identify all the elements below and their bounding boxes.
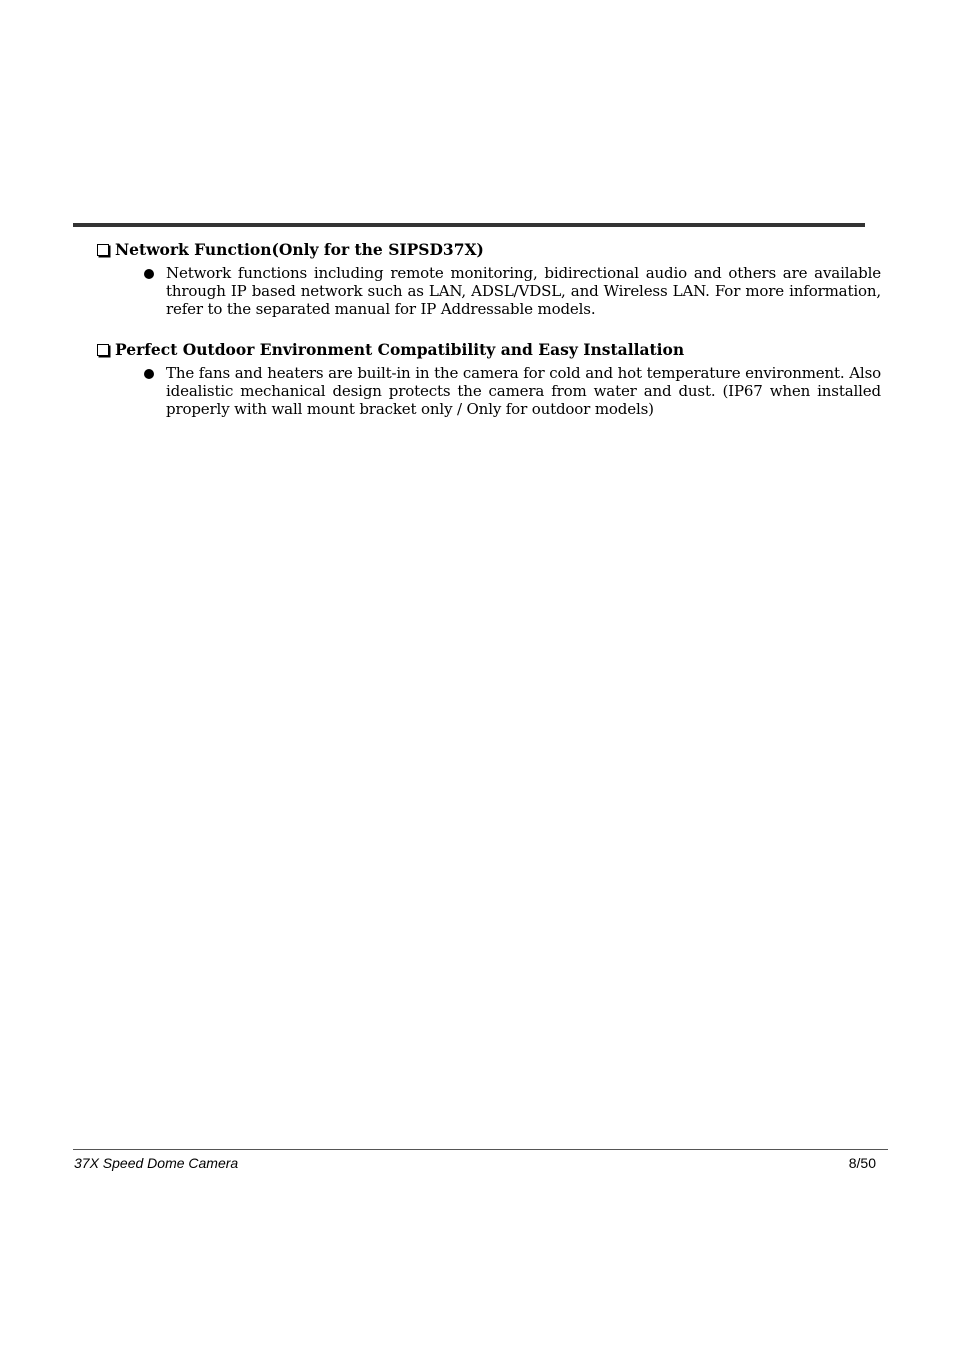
bullet-text: The fans and heaters are built-in in the camera for cold and hot temperature environment. Also idealistic mechanical design protects the camera from water and dust. (IP67 when installed properly with wall mount bracket only / Only for outdoor models) — [166, 364, 881, 418]
section-heading-text: Network Function(Only for the SIPSD37X) — [115, 240, 484, 259]
bullet-dot-icon — [144, 269, 154, 279]
bullet-text: Network functions including remote monitoring, bidirectional audio and others are available through IP based network such as LAN, ADSL/VDSL, and Wireless LAN. For more information, refer to the separated manual for IP Addressable models. — [166, 264, 881, 318]
section-heading-text: Perfect Outdoor Environment Compatibility and Easy Installation — [115, 340, 685, 359]
header-rule — [73, 223, 865, 227]
list-item — [97, 364, 881, 418]
footer-page-number: 8/50 — [848, 1155, 876, 1171]
section-outdoor-compatibility — [97, 340, 881, 418]
section-heading — [97, 240, 881, 260]
checkbox-icon — [97, 244, 109, 256]
section-heading — [97, 340, 881, 360]
list-item — [97, 264, 881, 318]
bullet-dot-icon — [144, 369, 154, 379]
footer-document-title: 37X Speed Dome Camera — [74, 1155, 239, 1171]
section-network-function — [97, 240, 881, 318]
checkbox-icon — [97, 344, 109, 356]
footer-rule — [73, 1149, 888, 1150]
